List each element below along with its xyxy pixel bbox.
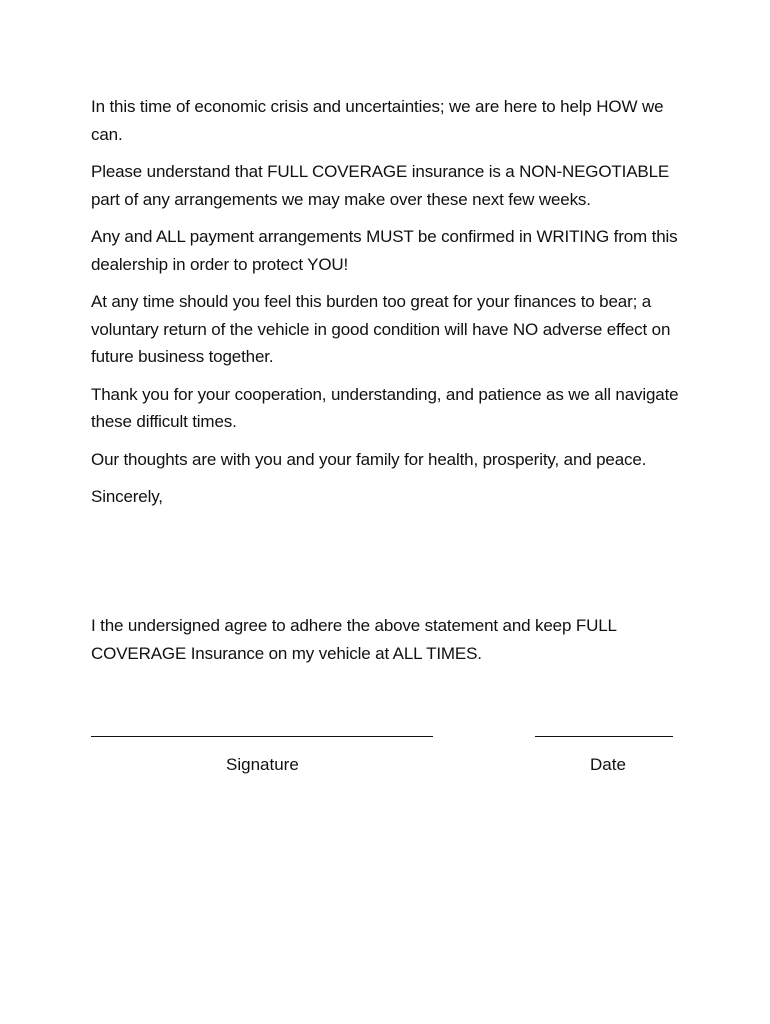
paragraph-voluntary-return: At any time should you feel this burden too great for your finances to bear; a voluntary return of the vehicle in good condition will have NO adverse effect on future business together. [91, 292, 671, 366]
paragraph-payment-arrangements: Any and ALL payment arrangements MUST be confirmed in WRITING from this dealership in order to protect YOU! [91, 227, 678, 274]
closing-sincerely: Sincerely, [91, 487, 163, 506]
date-line[interactable] [535, 736, 673, 737]
signature-label: Signature [226, 755, 299, 774]
agreement-statement: I the undersigned agree to adhere the above statement and keep FULL COVERAGE Insurance on my vehicle at ALL TIMES. [91, 616, 617, 663]
paragraph-thank-you: Thank you for your cooperation, understanding, and patience as we all navigate these difficult times. [91, 384, 679, 431]
signature-line[interactable] [91, 736, 433, 737]
letter-body [91, 93, 681, 521]
paragraph-intro: In this time of economic crisis and uncertainties; we are here to help HOW we can. [91, 97, 664, 144]
paragraph-coverage-requirement: Please understand that FULL COVERAGE insurance is a NON-NEGOTIABLE part of any arrangements we may make over these next few weeks. [91, 162, 670, 209]
date-label: Date [590, 755, 626, 774]
paragraph-thoughts: Our thoughts are with you and your family for health, prosperity, and peace. [91, 449, 647, 469]
